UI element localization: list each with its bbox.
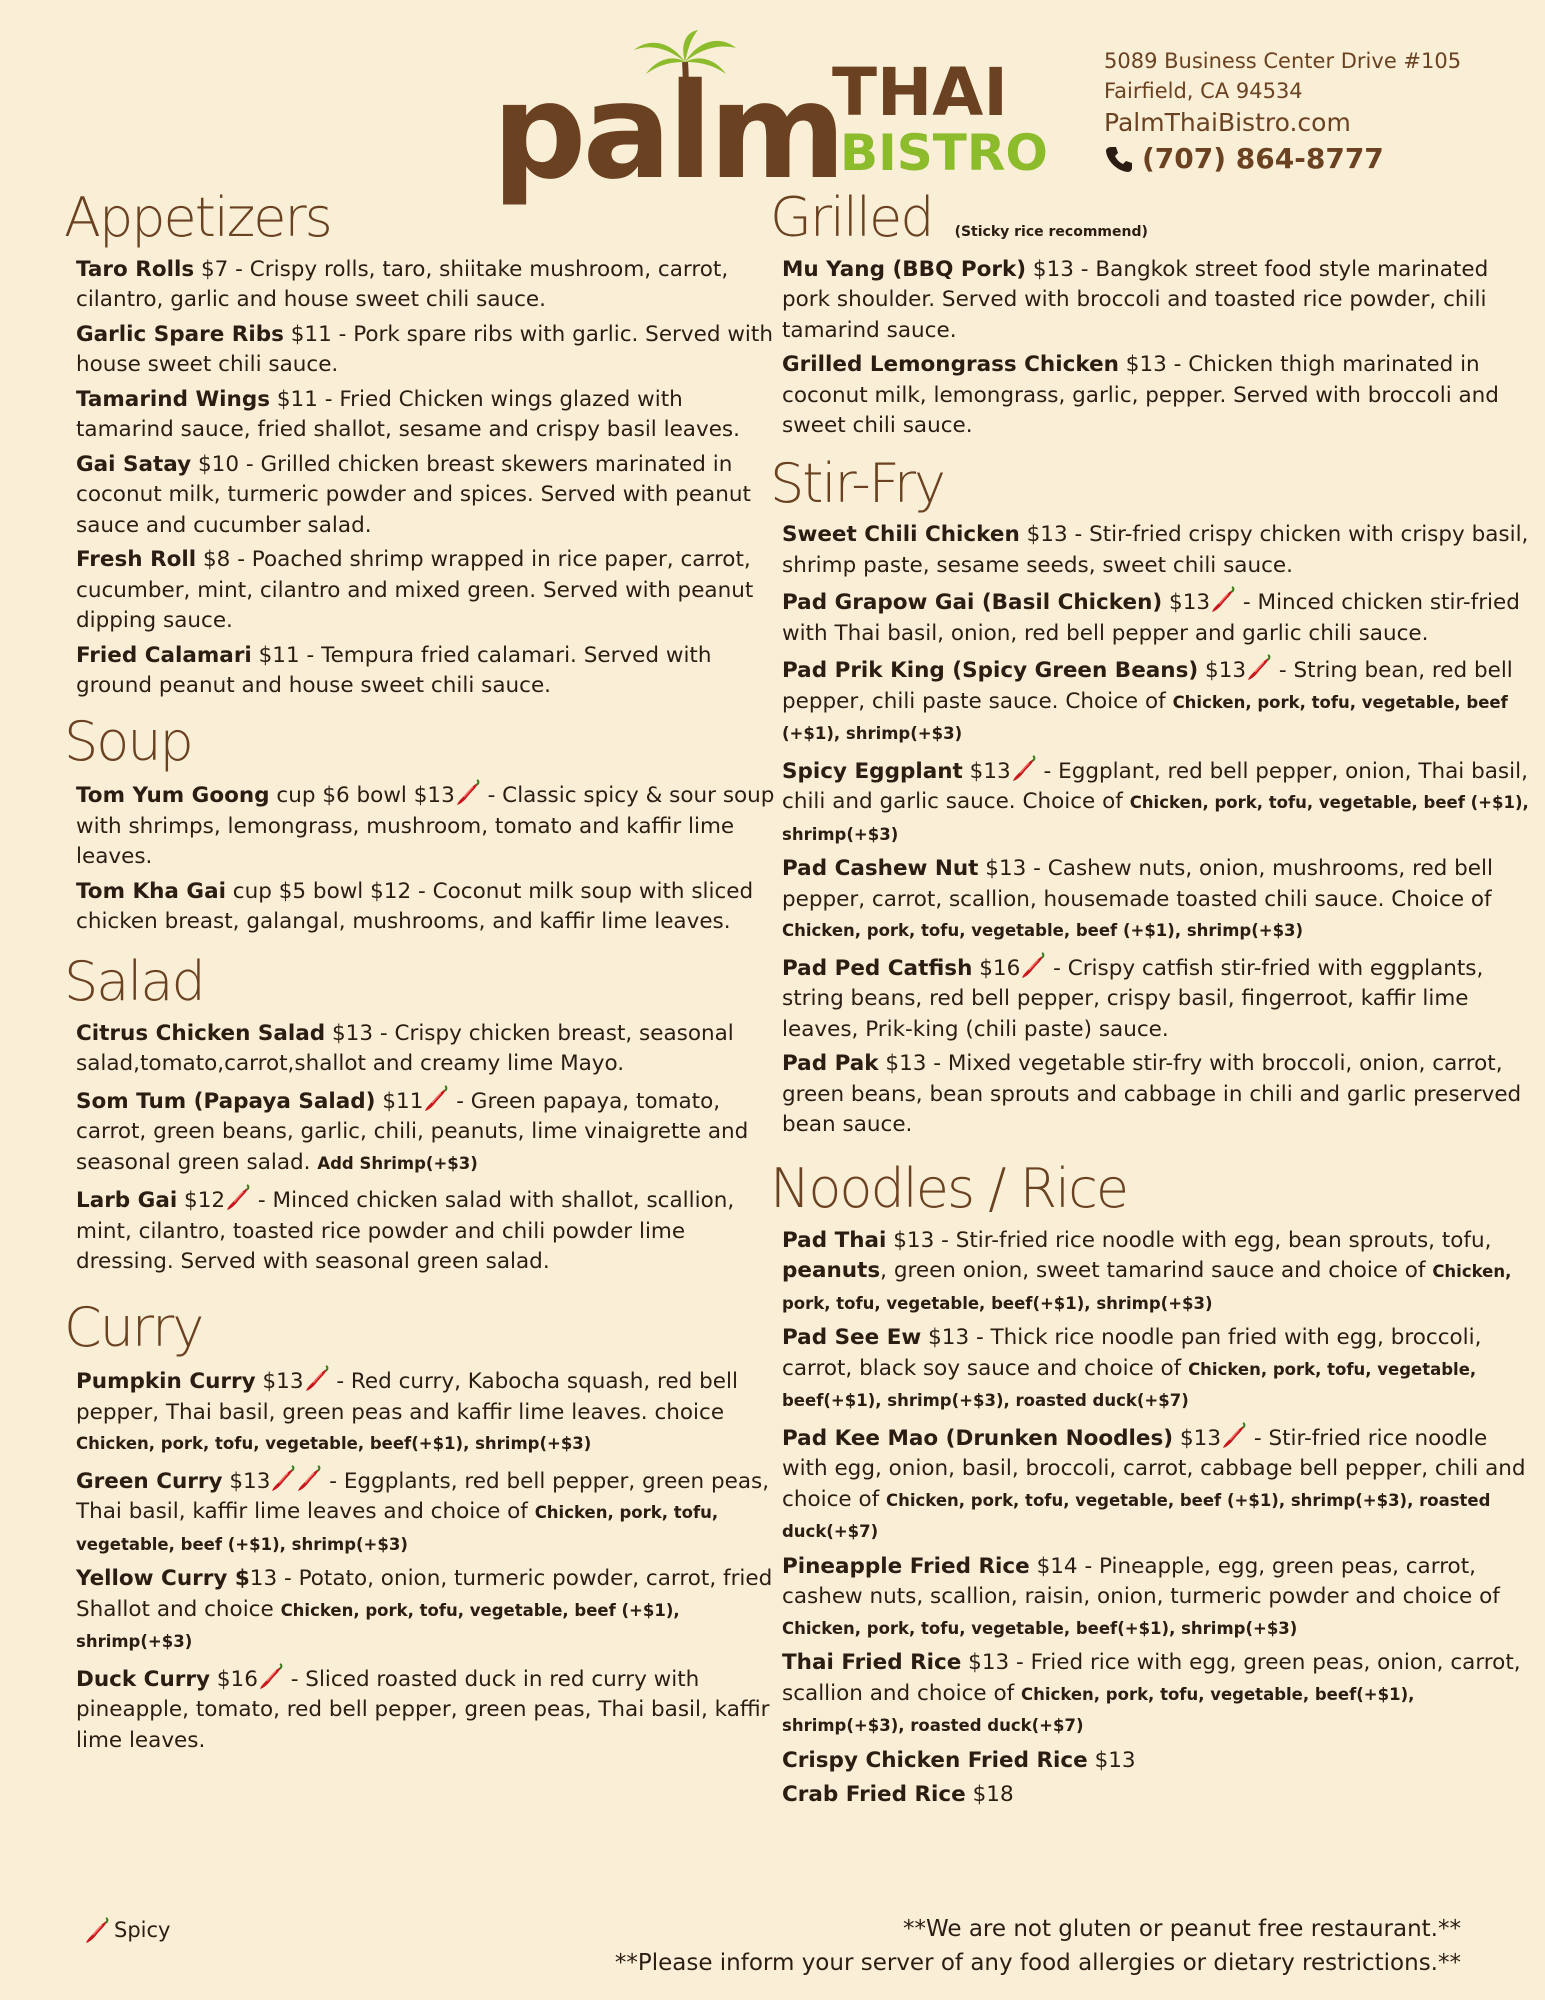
item-name: Citrus Chicken Salad <box>76 1020 326 1046</box>
item-price: $13 <box>1173 1425 1222 1451</box>
item-price: $13 <box>1019 522 1068 548</box>
chili-icon <box>423 1084 449 1112</box>
item-protein-choice: Chicken, pork, tofu, vegetable, beef(+$1), shrimp(+$3), roasted duck(+$7) <box>782 1359 1477 1411</box>
chili-icon <box>1221 1421 1247 1449</box>
menu-item <box>782 1648 1530 1742</box>
menu-item <box>782 854 1530 947</box>
item-description-cont: , green onion, sweet tamarind sauce and choice of <box>880 1258 1433 1284</box>
section-title-text: Appetizers <box>64 186 331 249</box>
item-price: $18 <box>965 1782 1014 1808</box>
section-title-text: Salad <box>64 949 204 1013</box>
item-description: - Green papaya, tomato, carrot, green beans, garlic, chili, peanuts, lime vinaigrette and seasonal green salad. <box>76 1088 749 1175</box>
item-description: - Thick rice noodle pan fried with egg, broccoli, carrot, black soy sauce and choice of <box>782 1325 1482 1381</box>
restaurant-logo <box>492 30 1048 210</box>
menu-item <box>76 1564 784 1658</box>
menu-item <box>782 653 1530 750</box>
item-price: 13 <box>249 1566 278 1592</box>
section-title-stirfry <box>770 451 1530 515</box>
section-title-text: Noodles / Rice <box>770 1156 1128 1220</box>
item-price: $12 <box>177 1188 226 1214</box>
menu-item <box>782 585 1530 649</box>
item-description: - Red curry, Kabocha squash, red bell pepper, Thai basil, green peas and kaffir lime leaves. choice <box>76 1369 738 1425</box>
chili-icon <box>304 1364 330 1392</box>
section-title-text: Curry <box>64 1295 203 1359</box>
item-protein-choice: Chicken, pork, tofu, vegetable, beef(+$1), shrimp(+$3) <box>782 1618 1298 1638</box>
item-description: - Bangkok street food style marinated pork shoulder. Served with broccoli and toasted rice powder, chili tamarind sauce. <box>782 256 1489 343</box>
menu-item <box>76 320 784 381</box>
phone-number[interactable] <box>1104 140 1461 178</box>
item-name: Crab Fried Rice <box>782 1782 966 1808</box>
item-name: Green Curry <box>76 1468 223 1494</box>
menu-item <box>76 1464 784 1561</box>
item-description: - Mixed vegetable stir-fry with broccoli, onion, carrot, green beans, bean sprouts and cabbage in chili and garlic preserved bean sauce. <box>782 1051 1522 1138</box>
item-price: cup $6 bowl $13 <box>269 783 455 809</box>
item-name: Pad Prik King (Spicy Green Beans) <box>782 658 1199 684</box>
item-name: Duck Curry <box>76 1666 210 1692</box>
item-name: Crispy Chicken Fried Rice <box>782 1747 1088 1773</box>
item-description: - Fried Chicken wings glazed with tamarind sauce, fried shallot, sesame and crispy basil leaves. <box>76 386 740 443</box>
item-list <box>64 1364 784 1756</box>
menu-item <box>782 1323 1530 1417</box>
item-name: Sweet Chili Chicken <box>782 522 1020 548</box>
item-price: $13 <box>878 1051 927 1077</box>
chili-icon <box>270 1464 296 1492</box>
section-soup <box>64 709 784 938</box>
menu-item <box>76 255 784 316</box>
item-name: Garlic Spare Ribs <box>76 321 284 347</box>
item-price: $10 <box>191 451 240 477</box>
item-name: Spicy Eggplant <box>782 758 963 784</box>
item-description: - Cashew nuts, onion, mushrooms, red bell pepper, carrot, scallion, housemade toasted chili sauce. Choice of <box>782 856 1493 912</box>
website-link[interactable]: PalmThaiBistro.com <box>1104 108 1351 137</box>
section-title-text: Grilled <box>770 186 933 249</box>
item-list <box>64 1019 784 1278</box>
item-description: - Sliced roasted duck in red curry with pineapple, tomato, red bell pepper, green peas, Thai basil, kaffir lime leaves. <box>76 1666 770 1753</box>
section-grilled <box>770 186 1530 442</box>
item-description: - Stir-fried crispy chicken with crispy basil, shrimp paste, sesame seeds, sweet chili sauce. <box>782 522 1529 578</box>
logo-bistro-text: BISTRO <box>840 124 1048 182</box>
item-description: - Pork spare ribs with garlic. Served with house sweet chili sauce. <box>76 321 773 378</box>
item-name: Tom Yum Goong <box>76 783 270 809</box>
item-name: Gai Satay <box>76 451 192 477</box>
menu-item <box>76 1662 784 1757</box>
item-name: Larb Gai <box>76 1188 178 1214</box>
allergy-notice <box>615 1912 1461 1980</box>
section-salad <box>64 949 784 1278</box>
item-name: Pad Pak <box>782 1051 879 1077</box>
item-price: $13 <box>255 1369 304 1395</box>
item-price: $13 <box>1087 1747 1136 1773</box>
menu-left-column <box>64 186 784 1760</box>
section-note: (Sticky rice recommend) <box>954 224 1148 240</box>
item-price: $13 <box>1198 658 1247 684</box>
item-name: Som Tum (Papaya Salad) <box>76 1088 376 1114</box>
chili-icon <box>1210 585 1236 613</box>
menu-item <box>782 1049 1530 1141</box>
item-price: $13 <box>1162 590 1211 616</box>
item-price: $7 <box>194 256 229 282</box>
item-price: $13 <box>886 1227 935 1253</box>
item-description: - Classic spicy & sour soup with shrimps, lemongrass, mushroom, tomato and kaffir lime leaves. <box>76 783 775 870</box>
section-title-noodles <box>770 1156 1530 1220</box>
item-price: $14 <box>1029 1553 1078 1579</box>
contact-info <box>1104 46 1461 178</box>
section-stirfry <box>770 451 1530 1141</box>
chili-icon <box>1011 754 1037 782</box>
item-protein-choice: Chicken, pork, tofu, vegetable, beef (+$1), shrimp(+$3) <box>782 793 1529 844</box>
item-name: Yellow Curry $ <box>76 1566 250 1592</box>
chili-icon <box>1020 951 1046 979</box>
item-description: - Fried rice with egg, green peas, onion, carrot, scallion and choice of <box>782 1650 1521 1706</box>
item-protein-choice: Chicken, pork, tofu, vegetable, beef(+$1), shrimp(+$3) <box>782 1262 1512 1313</box>
allergy-inform-notice: **Please inform your server of any food allergies or dietary restrictions.** <box>614 1950 1461 1976</box>
menu-item <box>782 1780 1530 1811</box>
item-description: - Coconut milk soup with sliced chicken breast, galangal, mushrooms, and kaffir lime leaves. <box>76 878 754 935</box>
logo-palm-text: palm <box>492 55 843 209</box>
item-list <box>770 255 1530 442</box>
item-protein-choice: Chicken, pork, tofu, vegetable, beef (+$1), shrimp(+$3) <box>76 1600 680 1652</box>
chili-icon <box>1246 653 1272 681</box>
menu-item <box>76 385 784 446</box>
item-list <box>770 520 1530 1141</box>
item-protein-choice: Add Shrimp(+$3) <box>317 1153 478 1173</box>
menu-item <box>76 450 784 542</box>
item-price: $16 <box>210 1666 258 1692</box>
item-price: $11 <box>270 386 318 412</box>
chili-icon <box>84 1916 110 1944</box>
menu-item <box>782 1552 1530 1645</box>
address-line-1: 5089 Business Center Drive #105 <box>1104 49 1462 73</box>
item-highlight: peanuts <box>782 1258 881 1284</box>
item-price: $11 <box>251 642 300 668</box>
item-price: cup $5 bowl $12 <box>225 878 412 904</box>
section-title-appetizers <box>64 186 784 249</box>
item-name: Pad Grapow Gai (Basil Chicken) <box>782 590 1163 616</box>
item-description: - Crispy catfish stir-fried with eggplants, string beans, red bell pepper, crispy basil, fingerroot, kaffir lime leaves, Prik-king (chili paste) sauce. <box>782 955 1484 1042</box>
menu-item <box>782 520 1530 581</box>
item-name: Grilled Lemongrass Chicken <box>782 352 1119 378</box>
menu-item <box>782 1421 1530 1548</box>
item-description: - Crispy chicken breast, seasonal salad,tomato,carrot,shallot and creamy lime Mayo. <box>76 1020 734 1077</box>
menu-item <box>782 754 1530 851</box>
chili-icon <box>258 1662 284 1690</box>
item-description: - String bean, red bell pepper, chili paste sauce. Choice of <box>782 658 1513 714</box>
item-name: Taro Rolls <box>76 256 195 282</box>
menu-item <box>76 1364 784 1460</box>
item-description: - Eggplant, red bell pepper, onion, Thai basil, chili and garlic sauce. Choice of <box>782 758 1528 815</box>
item-price: $8 <box>196 547 231 573</box>
item-name: Tamarind Wings <box>76 386 271 412</box>
menu-item <box>782 1226 1530 1320</box>
section-noodles-rice <box>770 1156 1530 1811</box>
section-curry <box>64 1295 784 1757</box>
menu-item <box>76 1183 784 1278</box>
menu-item <box>76 1019 784 1080</box>
item-description: - Potato, onion, turmeric powder, carrot, fried Shallot and choice <box>76 1566 773 1622</box>
item-name: Pineapple Fried Rice <box>782 1553 1030 1579</box>
item-price: $13 <box>222 1468 271 1494</box>
item-name: Fried Calamari <box>76 642 252 668</box>
item-description: - Poached shrimp wrapped in rice paper, carrot, cucumber, mint, cilantro and mixed green. Served with peanut dipping sauce. <box>76 547 754 634</box>
item-description: - Chicken thigh marinated in coconut milk, lemongrass, garlic, pepper. Served with broccoli and sweet chili sauce. <box>782 352 1499 439</box>
item-price: $16 <box>972 955 1021 981</box>
item-description: - Stir-fried rice noodle with egg, onion, basil, broccoli, carrot, cabbage bell pepper, chili and choice of <box>782 1425 1526 1512</box>
menu-item <box>76 778 784 873</box>
item-protein-choice: Chicken, pork, tofu, vegetable, beef(+$1), shrimp(+$3) <box>76 1434 592 1454</box>
item-name: Tom Kha Gai <box>76 878 226 904</box>
section-title-text: Soup <box>64 709 192 773</box>
item-price: $13 <box>1118 352 1167 378</box>
section-title-grilled <box>770 186 1530 249</box>
menu-item <box>782 1746 1530 1777</box>
item-name: Pumpkin Curry <box>76 1369 256 1395</box>
menu-right-column <box>770 186 1530 1815</box>
item-price: $13 <box>1026 256 1074 282</box>
menu-item <box>782 255 1530 347</box>
menu-item <box>782 350 1530 442</box>
address-line-2: Fairfield, CA 94534 <box>1104 79 1303 103</box>
item-description: - Pineapple, egg, green peas, carrot, cashew nuts, scallion, raisin, onion, turmeric powder and choice of <box>782 1553 1500 1610</box>
item-protein-choice: Chicken, pork, tofu, vegetable, beef(+$1), shrimp(+$3), roasted duck(+$7) <box>782 1684 1415 1736</box>
item-name: Pad Kee Mao (Drunken Noodles) <box>782 1425 1174 1451</box>
spicy-legend <box>84 1916 170 1944</box>
menu-header <box>0 0 1545 209</box>
item-name: Pad See Ew <box>782 1325 922 1351</box>
item-description: - Crispy rolls, taro, shiitake mushroom, carrot, cilantro, garlic and house sweet chili sauce. <box>76 256 729 313</box>
menu-item <box>76 877 784 938</box>
section-title-text: Stir-Fry <box>770 451 944 515</box>
section-title-curry <box>64 1295 784 1359</box>
item-price: $13 <box>978 856 1027 882</box>
item-description: - Eggplants, red bell pepper, green peas, Thai basil, kaffir lime leaves and choice of <box>76 1468 770 1525</box>
chili-icon <box>296 1464 322 1492</box>
item-protein-choice: Chicken, pork, tofu, vegetable, beef (+$1), shrimp(+$3), roasted duck(+$7) <box>782 1490 1491 1542</box>
menu-item <box>76 545 784 637</box>
item-name: Pad Ped Catfish <box>782 955 973 981</box>
section-title-salad <box>64 949 784 1013</box>
item-description: - Minced chicken salad with shallot, scallion, mint, cilantro, toasted rice powder and chili powder lime dressing. Served with seasonal green salad. <box>76 1188 735 1275</box>
item-protein-choice: Chicken, pork, tofu, vegetable, beef (+$1), shrimp(+$3) <box>782 921 1304 941</box>
item-description: - Stir-fried rice noodle with egg, bean sprouts, tofu, <box>934 1227 1492 1253</box>
item-list <box>770 1226 1530 1811</box>
phone-text: (707) 864-8777 <box>1142 142 1384 175</box>
item-price: $13 <box>961 1650 1010 1676</box>
logo-thai-text: THAI <box>832 54 1008 131</box>
item-description: - Grilled chicken breast skewers marinated in coconut milk, turmeric powder and spices. Served with peanut sauce and cucumber salad. <box>76 451 751 538</box>
item-price: $11 <box>375 1088 424 1114</box>
spicy-legend-label: Spicy <box>114 1918 171 1942</box>
item-list <box>64 778 784 938</box>
gluten-notice: **We are not gluten or peanut free restaurant.** <box>902 1916 1461 1942</box>
item-name: Thai Fried Rice <box>782 1650 962 1676</box>
item-name: Pad Thai <box>782 1227 887 1253</box>
item-name: Mu Yang (BBQ Pork) <box>782 256 1027 282</box>
menu-item <box>782 951 1530 1046</box>
item-protein-choice: Chicken, pork, tofu, vegetable, beef (+$1), shrimp(+$3) <box>782 692 1508 744</box>
item-protein-choice: Chicken, pork, tofu, vegetable, beef (+$1), shrimp(+$3) <box>76 1503 719 1554</box>
section-appetizers <box>64 186 784 702</box>
item-price: $11 <box>283 321 332 347</box>
chili-icon <box>455 778 481 806</box>
item-name: Fresh Roll <box>76 547 197 573</box>
item-list <box>64 255 784 702</box>
item-description: - Minced chicken stir-fried with Thai basil, onion, red bell pepper and garlic chili sauce. <box>782 590 1520 646</box>
item-price: $13 <box>962 758 1011 784</box>
phone-icon <box>1104 144 1134 174</box>
item-description: - Tempura fried calamari. Served with ground peanut and house sweet chili sauce. <box>76 642 712 699</box>
chili-icon <box>225 1183 251 1211</box>
item-name: Pad Cashew Nut <box>782 856 979 882</box>
item-price: $13 <box>325 1020 374 1046</box>
item-price: $13 <box>921 1325 970 1351</box>
menu-item <box>76 641 784 702</box>
section-title-soup <box>64 709 784 773</box>
menu-item <box>76 1084 784 1180</box>
